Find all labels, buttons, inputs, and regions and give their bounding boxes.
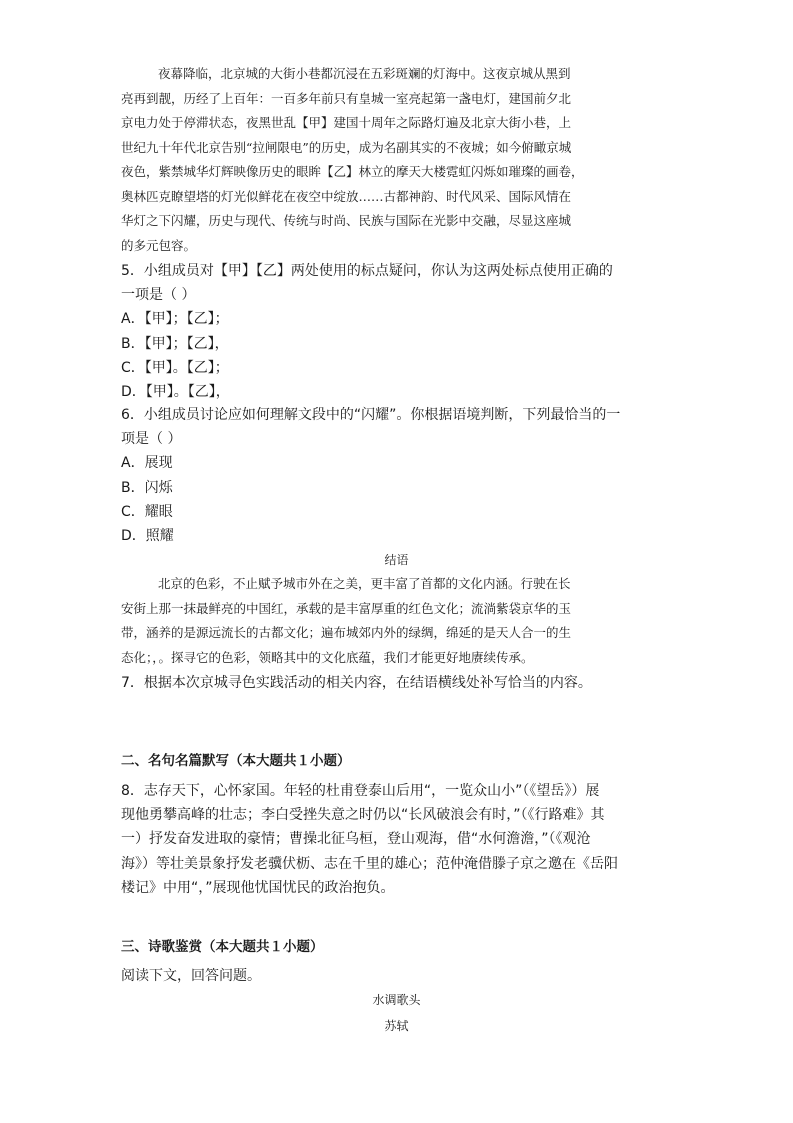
passage-line: 华灯之下闪耀，历史与现代、传统与时尚、民族与国际在光影中交融，尽显这座城 (121, 213, 572, 228)
question-line: 楼记》中用“，”展现他忧国忧民的政治抱负。 (121, 879, 395, 896)
option-a: A．【甲】；【乙】； (121, 311, 229, 328)
passage-line: 亮再到靓，历经了上百年：一百多年前只有皇城一室亮起第一盏电灯，建国前夕北 (121, 90, 572, 106)
option-a: A．展现 (121, 455, 173, 472)
section-2-heading: 二、名句名篇默写（本大题共１小题） (121, 753, 351, 769)
question-stem: 6．小组成员讨论应如何理解文段中的“闪耀”。你根据语境判断，下列最恰当的一 (121, 407, 621, 423)
passage-line: 京电力处于停滞状态，夜黑世乱【甲】建国十周年之际路灯遍及北京大街小巷，上 (121, 115, 572, 130)
option-d: D．照耀 (121, 528, 174, 545)
question-line: 海》）等壮美景象抒发老骥伏枥、志在千里的雄心；范仲淹借滕子京之邀在《岳阳 (121, 855, 618, 872)
passage-line: 夜幕降临，北京城的大街小巷都沉浸在五彩斑斓的灯海中。这夜京城从黑到 (158, 66, 571, 81)
question-6 (121, 403, 681, 548)
question-stem: 项是（ ） (121, 431, 182, 448)
question-line: 8．志存天下，心怀家国。年轻的杜甫登泰山后用“，一览众山小”（《望岳》）展 (121, 783, 600, 799)
passage-line: 的多元包容。 (121, 237, 197, 253)
poem-title: 水调歌头 (372, 993, 421, 1007)
question-5 (121, 259, 681, 404)
passage-line: 世纪九十年代北京告别“拉闸限电”的历史，成为名副其实的不夜城；如今俯瞰京城 (121, 139, 572, 155)
conclusion-title: 结语 (384, 553, 409, 567)
conclusion-passage (121, 572, 673, 670)
question-7: 7．根据本次京城寻色实践活动的相关内容，在结语横线处补写恰当的内容。 (121, 675, 592, 691)
passage-line: 夜色，紫禁城华灯辉映像历史的眼眸【乙】林立的摩天大楼霓虹闪烁如璀璨的画卷， (121, 164, 584, 179)
question-stem: 一项是（ ） (121, 287, 196, 304)
passage-line: 北京的色彩，不止赋予城市外在之美，更丰富了首都的文化内涵。行驶在长 (158, 576, 571, 591)
question-line: 一）抒发奋发进取的豪情；曹操北征乌桓，登山观海，借“水何澹澹，”（《观沧 (121, 831, 591, 848)
passage-line: 带，涵养的是源远流长的古都文化；遍布城郊内外的绿绸，绵延的是天人合一的生 (121, 625, 572, 640)
option-b: B．【甲】；【乙】， (121, 335, 229, 352)
section-3-heading: 三、诗歌鉴赏（本大题共１小题） (121, 939, 324, 955)
option-c: C．耀眼 (121, 503, 173, 520)
passage-line: 安街上那一抹最鲜亮的中国红，承载的是丰富厚重的红色文化；流淌紫袋京华的玉 (121, 600, 572, 616)
passage-line: 态化；，。探寻它的色彩，领略其中的文化底蕴，我们才能更好地赓续传承。 (121, 649, 534, 665)
question-8 (121, 779, 681, 900)
poem-author: 苏轼 (384, 1019, 409, 1033)
reading-prompt: 阅读下文，回答问题。 (121, 968, 261, 984)
question-stem: 5．小组成员对【甲】【乙】两处使用的标点疑问，你认为这两处标点使用正确的 (121, 263, 613, 279)
option-c: C．【甲】。【乙】； (121, 359, 229, 376)
passage-line: 奥林匹克瞭望塔的灯光似鲜花在夜空中绽放……古都神韵、时代风采、国际风情在 (121, 188, 572, 204)
option-b: B．闪烁 (121, 479, 173, 496)
question-line: 现他勇攀高峰的壮志；李白受挫失意之时仍以“长风破浪会有时，”（《行路难》其 (121, 807, 605, 824)
reading-passage (121, 62, 673, 258)
option-d: D．【甲】。【乙】， (121, 384, 230, 401)
